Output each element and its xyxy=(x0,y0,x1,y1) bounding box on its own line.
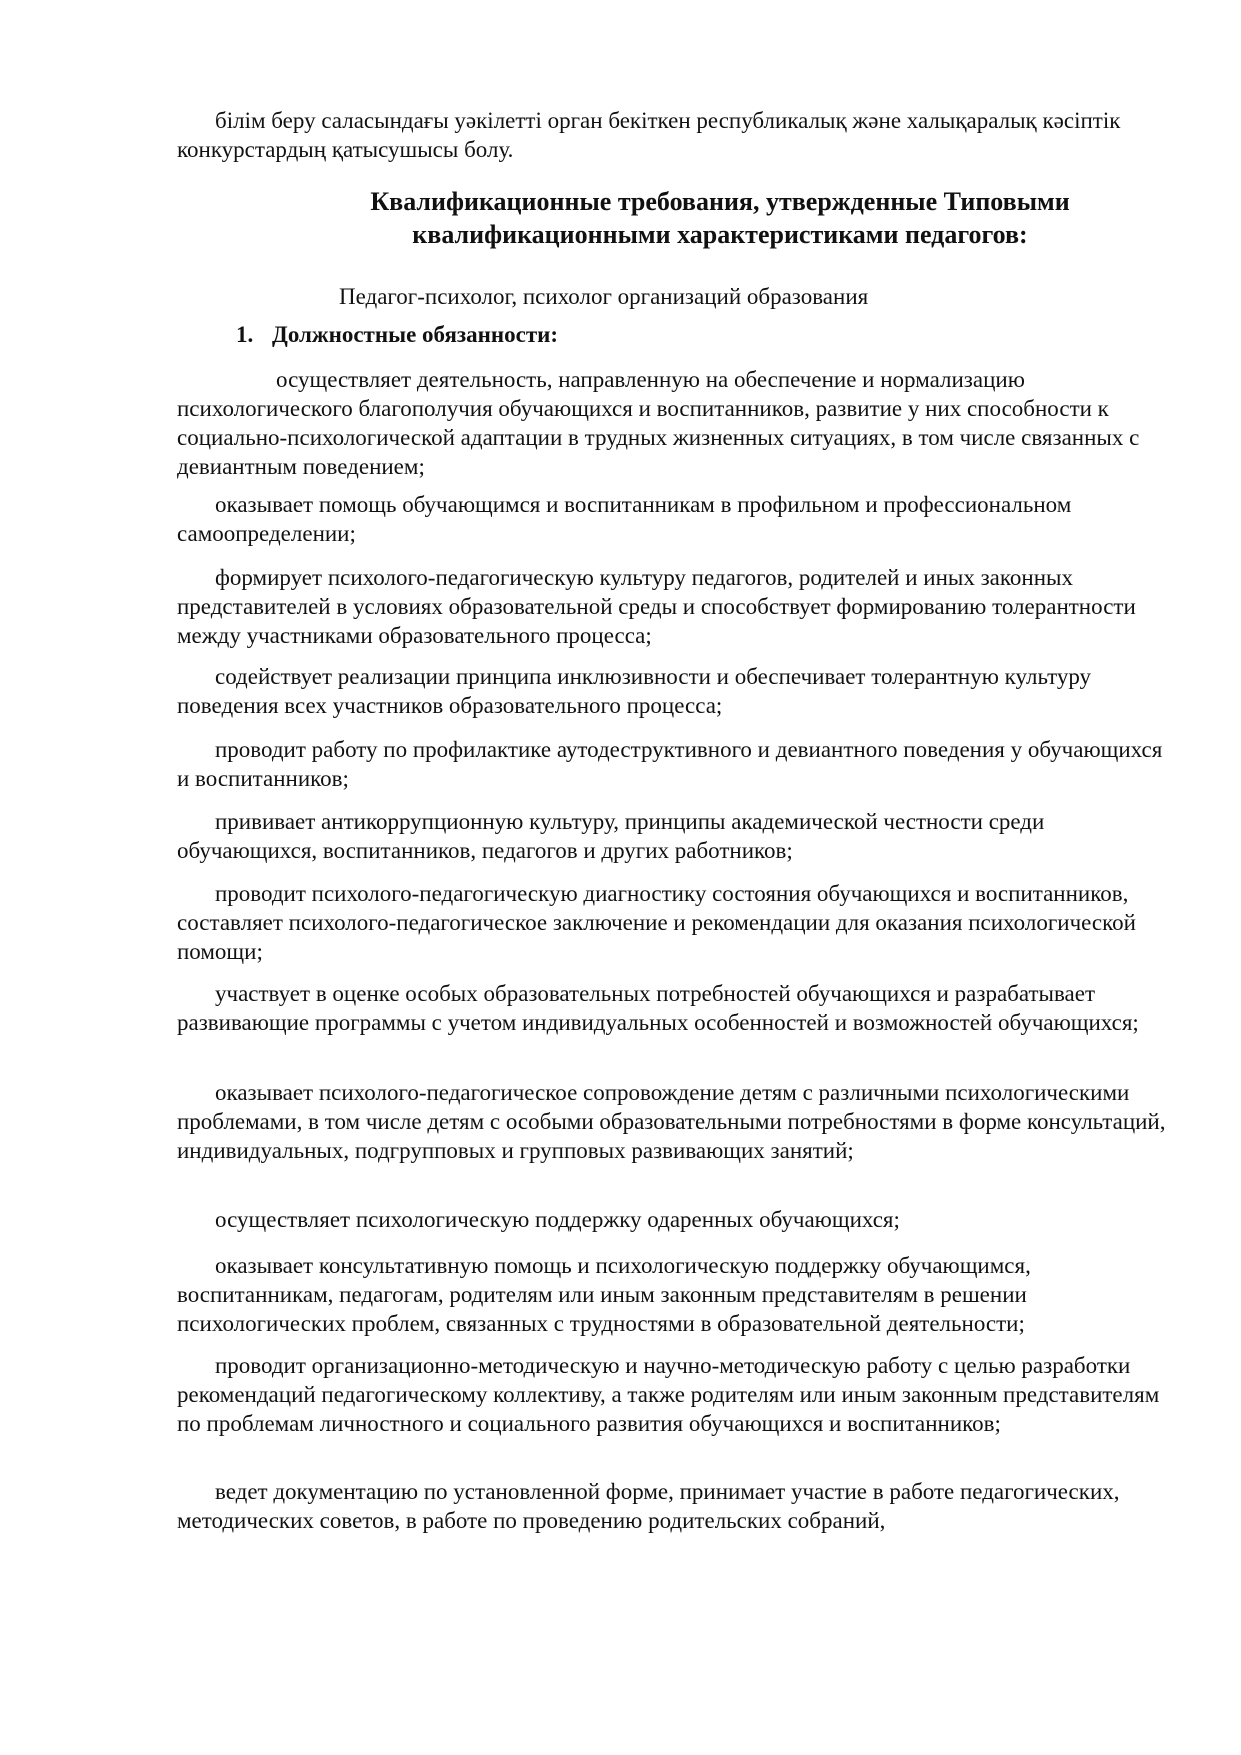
duty-item: оказывает помощь обучающимся и воспитанникам в профильном и профессиональном самоопределении; xyxy=(177,492,1072,546)
duty-item: формирует психолого-педагогическую культуру педагогов, родителей и иных законных представителей в условиях образовательной среды и способствует формированию толерантности между участниками образовательного процесса; xyxy=(177,565,1136,648)
duty-item: проводит психолого-педагогическую диагностику состояния обучающихся и воспитанников, составляет психолого-педагогическое заключение и рекомендации для оказания психологической помощи; xyxy=(177,881,1136,964)
section-heading xyxy=(236,320,558,349)
duty-item: проводит работу по профилактике аутодеструктивного и девиантного поведения у обучающихся и воспитанников; xyxy=(177,737,1163,791)
position-title: Педагог-психолог, психолог организаций образования xyxy=(339,284,869,309)
section-title: Должностные обязанности: xyxy=(272,322,559,347)
duty-item: осуществляет психологическую поддержку одаренных обучающихся; xyxy=(215,1207,900,1232)
heading-line-2: квалификационными характеристиками педагогов: xyxy=(412,220,1028,249)
duty-item: участвует в оценке особых образовательных потребностей обучающихся и разрабатывает развивающие программы с учетом индивидуальных особенностей и возможностей обучающихся; xyxy=(177,981,1139,1035)
qualification-heading xyxy=(260,185,1180,251)
duty-item: ведет документацию по установленной форме, принимает участие в работе педагогических, методических советов, в работе по проведению родительских собраний, xyxy=(177,1479,1120,1533)
intro-paragraph: білім беру саласындағы уәкілетті орган бекіткен республикалық және халықаралық кәсіптік конкурстардың қатысушысы болу. xyxy=(177,108,1121,162)
duty-item: прививает антикоррупционную культуру, принципы академической честности среди обучающихся, воспитанников, педагогов и других работников; xyxy=(177,809,1045,863)
duty-item: оказывает психолого-педагогическое сопровождение детям с различными психологическими проблемами, в том числе детям с особыми образовательными потребностями в форме консультаций, индивидуальных, подгрупповых и групповых развивающих занятий; xyxy=(177,1080,1166,1163)
heading-line-1: Квалификационные требования, утвержденные Типовыми xyxy=(370,187,1070,216)
duty-item: осуществляет деятельность, направленную на обеспечение и нормализацию психологического благополучия обучающихся и воспитанников, развитие у них способности к социально-психологической адаптации в трудных жизненных ситуациях, в том числе связанных с девиантным поведением; xyxy=(177,367,1140,479)
duty-item: проводит организационно-методическую и научно-методическую работу с целью разработки рекомендаций педагогическому коллективу, а также родителям или иным законным представителям по проблемам личностного и социального развития обучающихся и воспитанников; xyxy=(177,1353,1160,1436)
section-number: 1. xyxy=(236,322,254,347)
duty-item: содействует реализации принципа инклюзивности и обеспечивает толерантную культуру поведения всех участников образовательного процесса; xyxy=(177,664,1092,718)
duty-item: оказывает консультативную помощь и психологическую поддержку обучающимся, воспитанникам, педагогам, родителям или иным законным представителям в решении психологических проблем, связанных с трудностями в образовательной деятельности; xyxy=(177,1253,1031,1336)
